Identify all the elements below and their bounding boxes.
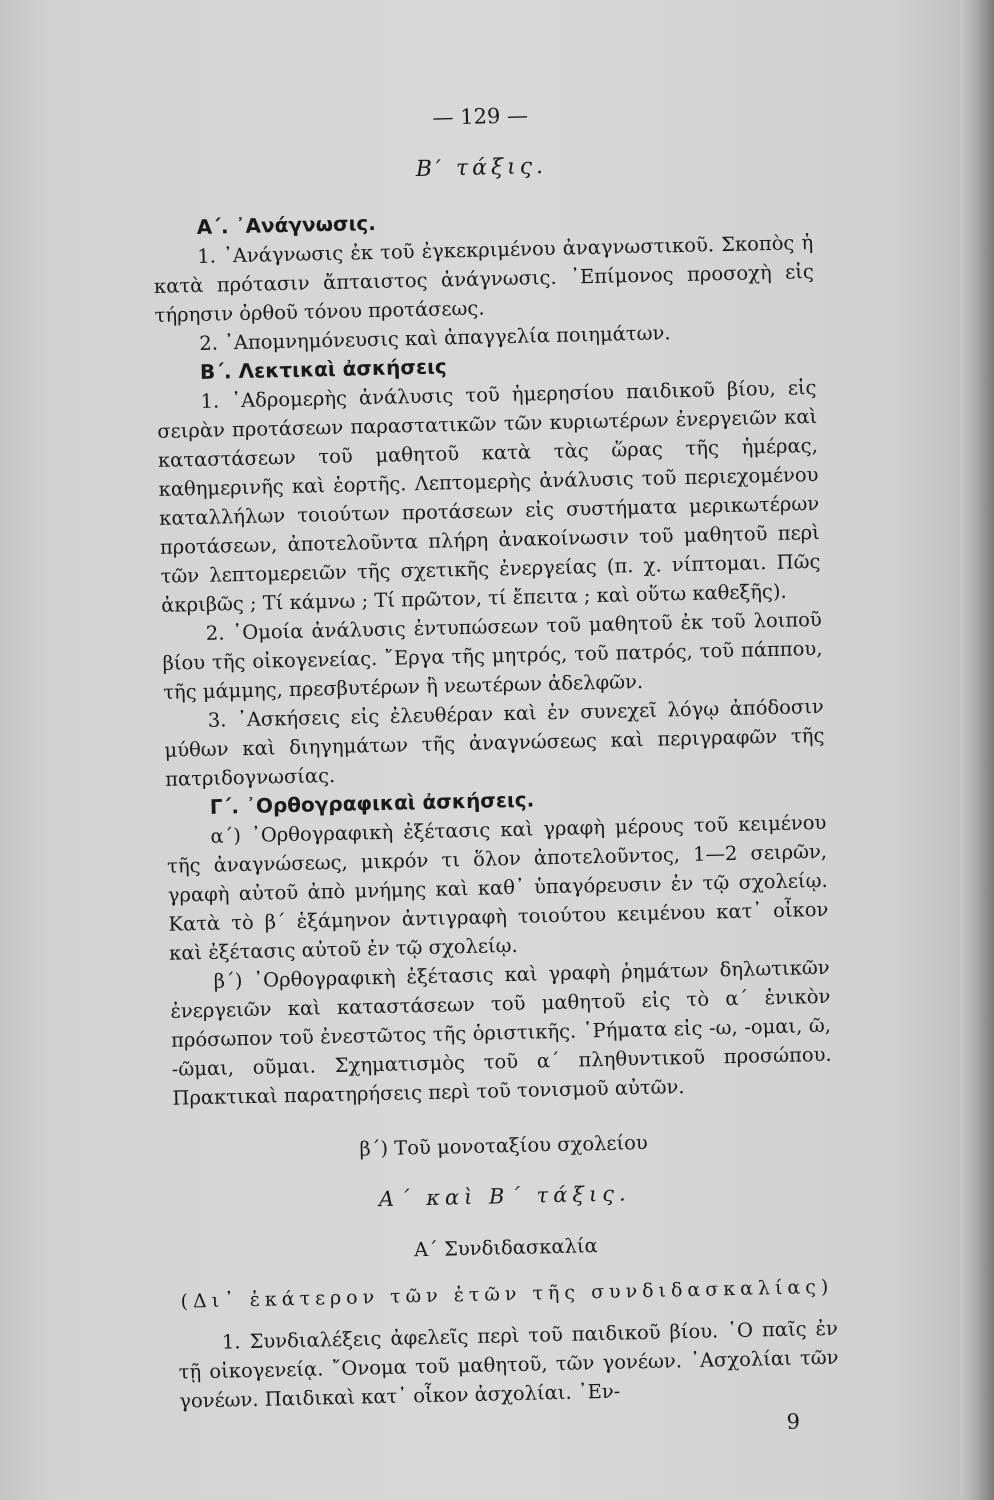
section-heading-speech-exercises: Β΄. Λεκτικαὶ ἀσκήσεις <box>199 354 448 384</box>
classes-title: Α΄ καὶ Β΄ τάξις. <box>378 1181 631 1212</box>
page-content <box>150 95 840 1451</box>
school-title: β΄) Τοῦ μονοταξίου σχολείου <box>359 1130 648 1161</box>
paragraph: 3. ᾿Ασκήσεις εἰς ἐλευθέραν καὶ ἐν συνεχεῖ λόγῳ ἀπόδοσιν μύθων καὶ διηγημάτων τῆς ἀναγνώσεως καὶ περιγραφῶν τῆς πατριδογνωσίας. <box>164 694 825 791</box>
section-heading-orthography: Γ΄. ᾿Ορθογραφικαὶ ἀσκήσεις. <box>209 787 535 819</box>
page-edge-shadow <box>960 0 994 1500</box>
paragraph: 1. ῾Αδρομερὴς ἀνάλυσις τοῦ ἡμερησίου παιδικοῦ βίου, εἰς σειρὰν προτάσεων παραστατικῶν τῶν κυριωτέρων ἐνεργειῶν καὶ καταστάσεων τοῦ μαθητοῦ κατὰ τὰς ὥρας τῆς ἡμέρας, καθημερινῆς καὶ ἑορτῆς. Λεπτομερὴς ἀνάλυσις τοῦ περιεχομένου καταλλήλων τοιούτων προτάσεων εἰς συστήματα μερικωτέρων προτάσεων, ἀποτελοῦντα πλήρη ἀνακοίνωσιν τοῦ μαθητοῦ περὶ τῶν λεπτομερειῶν τῆς σχετικῆς ἐνεργείας (π. χ. νίπτομαι. Πῶς ἀκριβῶς ; Τί κάμνω ; Τί πρῶτον, τί ἔπειτα ; καὶ οὕτω καθεξῆς). <box>157 375 821 617</box>
paragraph: β΄) ᾿Ορθογραφικὴ ἐξέτασις καὶ γραφὴ ῥημάτων δηλωτικῶν ἐνεργειῶν καὶ καταστάσεων τοῦ μαθητοῦ εἰς τὸ α΄ ἑνικὸν πρόσωπον τοῦ ἐνεστῶτος τῆς ὁριστικῆς. ῾Ρήματα εἰς -ω, -ομαι, ῶ, -ῶμαι, οῦμαι. Σχηματισμὸς τοῦ α΄ πληθυντικοῦ προσώπου. Πρακτικαὶ παρατηρήσεις περὶ τοῦ τονισμοῦ αὐτῶν. <box>170 955 832 1110</box>
signature-mark: 9 <box>786 1409 801 1434</box>
syndidaskalia-subtitle: (Δι᾿ ἑκάτερον τῶν ἐτῶν τῆς συνδιδασκαλίας) <box>180 1275 834 1313</box>
syndidaskalia-title: Α΄ Συνδιδασκαλία <box>413 1234 598 1262</box>
paragraph: 1. Συνδιαλέξεις ἀφελεῖς περὶ τοῦ παιδικοῦ βίου. ῾Ο παῖς ἐν τῇ οἰκογενείᾳ. ῎Ονομα τοῦ μαθητοῦ, τῶν γονέων. ᾿Ασχολίαι τῶν γονέων. Παιδικαὶ κατ᾿ οἶκον ἀσχολίαι. ᾿Εν- <box>178 1316 839 1413</box>
page-number: — 129 — <box>432 103 529 130</box>
class-title: Β′ τάξις. <box>415 154 548 182</box>
paragraph: 1. ᾿Ανάγνωσις ἐκ τοῦ ἐγκεκριμένου ἀναγνωστικοῦ. Σκοπὸς ἡ κατὰ πρότασιν ἄπταιστος ἀνάγνωσις. ᾿Επίμονος προσοχὴ εἰς τήρησιν ὀρθοῦ τόνου προτάσεως. <box>153 230 815 327</box>
paragraph: 2. ῾Ομοία ἀνάλυσις ἐντυπώσεων τοῦ μαθητοῦ ἐκ τοῦ λοιποῦ βίου τῆς οἰκογενείας. ῎Εργα τῆς μητρός, τοῦ πατρός, τοῦ πάππου, τῆς μάμμης, πρεσβυτέρων ἢ νεωτέρων ἀδελφῶν. <box>162 607 823 704</box>
paragraph: 2. ᾿Απομνημόνευσις καὶ ἀπαγγελία ποιημάτων. <box>199 321 671 355</box>
paragraph: α΄) ᾿Ορθογραφικὴ ἐξέτασις καὶ γραφὴ μέρους τοῦ κειμένου τῆς ἀναγνώσεως, μικρόν τι ὅλον ἀποτελοῦντος, 1—2 σειρῶν, γραφὴ αὐτοῦ ἀπὸ μνήμης καὶ καθ᾿ ὑπαγόρευσιν ἐν τῷ σχολείῳ. Κατὰ τὸ β΄ ἑξάμηνον ἀντιγραφὴ τοιούτου κειμένου κατ᾿ οἶκον καὶ ἐξέτασις αὐτοῦ ἐν τῷ σχολείῳ. <box>166 810 829 965</box>
section-heading-reading: Α΄. ᾿Ανάγνωσις. <box>196 210 377 239</box>
